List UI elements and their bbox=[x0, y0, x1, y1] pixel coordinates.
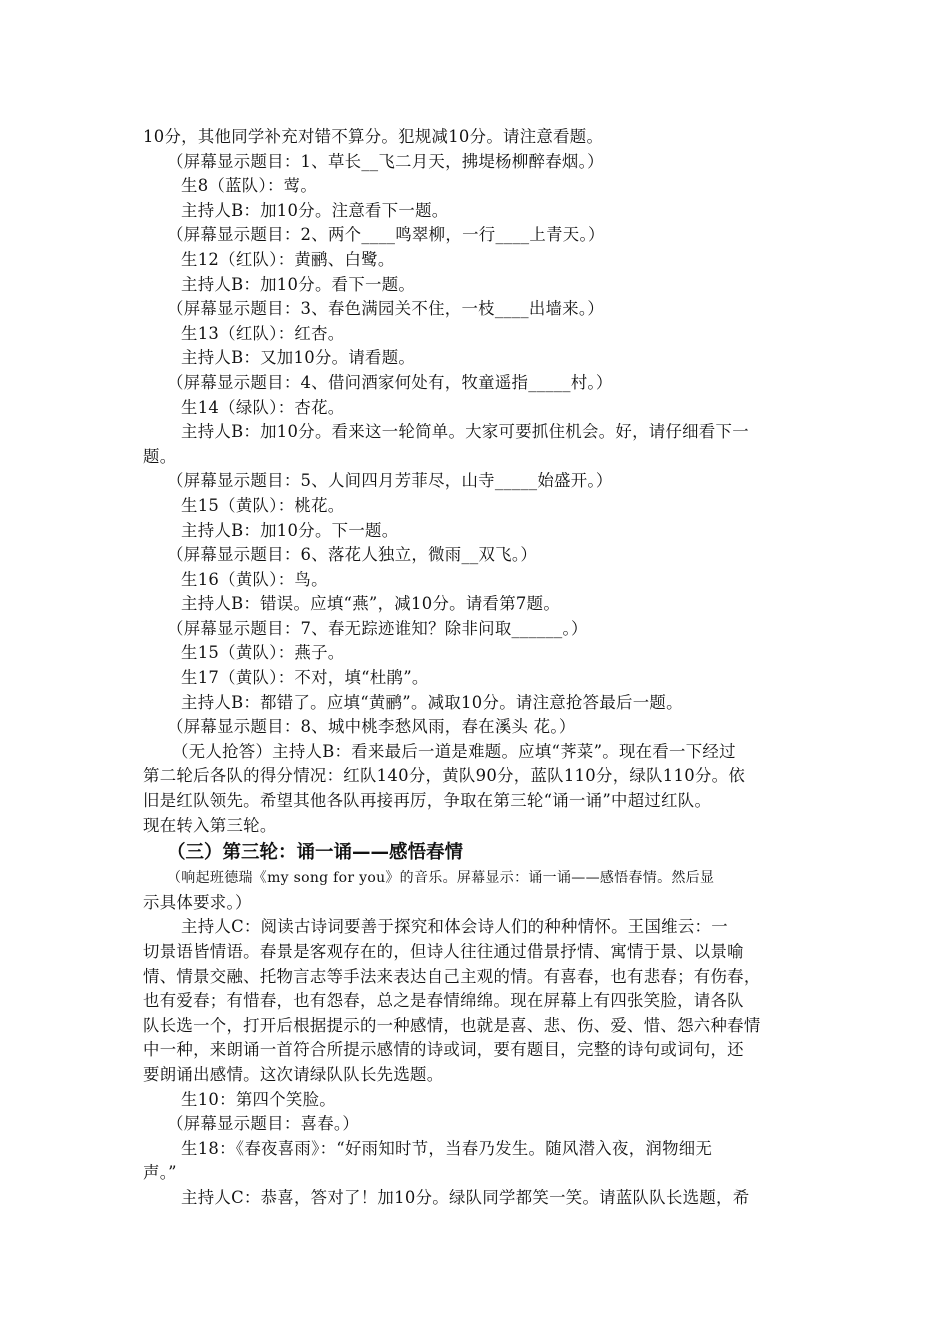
text-line: 切景语皆情语。春景是客观存在的，但诗人往往通过借景抒情、寓情于景、以景喻 bbox=[143, 942, 744, 961]
text-line: 生17（黄队）：不对，填“杜鹃”。 bbox=[181, 668, 429, 688]
text-line: 中一种，来朗诵一首符合所提示感情的诗或词，要有题目，完整的诗句或词句，还 bbox=[143, 1040, 744, 1060]
text-line: （屏幕显示题目：1、草长__飞二月天，拂堤杨柳醉春烟。） bbox=[167, 151, 604, 171]
text-line: 生14（绿队）：杏花。 bbox=[181, 397, 345, 417]
text-line: 主持人B：又加10分。请看题。 bbox=[181, 348, 416, 368]
text-line: （屏幕显示题目：喜春。） bbox=[167, 1114, 360, 1134]
text-line: 生8（蓝队）：莺。 bbox=[181, 176, 318, 196]
text-line: 题。 bbox=[143, 446, 177, 466]
text-line: （屏幕显示题目：7、春无踪迹谁知？除非问取______。） bbox=[167, 618, 588, 638]
text-line: 生12（红队）：黄鹂、白鹭。 bbox=[181, 249, 395, 269]
text-line: 生13（红队）：红杏。 bbox=[181, 323, 345, 343]
text-line: （屏幕显示题目：6、落花人独立，微雨__双飞。） bbox=[167, 545, 538, 565]
text-line: （屏幕显示题目：2、两个____鸣翠柳，一行____上青天。） bbox=[167, 225, 605, 245]
text-line: 主持人B：加10分。看下一题。 bbox=[181, 274, 416, 294]
text-line: 生18：《春夜喜雨》：“好雨知时节，当春乃发生。随风潜入夜，润物细无 bbox=[181, 1138, 713, 1158]
text-line: 队长选一个，打开后根据提示的一种感情，也就是喜、悲、伤、爱、惜、怨六种春情 bbox=[143, 1015, 761, 1035]
text-line: 生16（黄队）：鸟。 bbox=[181, 569, 328, 589]
text-line: 要朗诵出感情。这次请绿队队长先选题。 bbox=[143, 1064, 444, 1084]
text-line: 声。” bbox=[143, 1163, 177, 1183]
section-heading: （三）第三轮：诵一诵——感悟春情 bbox=[167, 842, 464, 864]
text-line: 主持人C：阅读古诗词要善于探究和体会诗人们的种种情怀。王国维云：一 bbox=[181, 917, 728, 937]
text-line: （屏幕显示题目：3、春色满园关不住，一枝____出墙来。） bbox=[167, 299, 605, 319]
document-body bbox=[143, 125, 808, 1211]
text-line: 旧是红队领先。希望其他各队再接再厉，争取在第三轮“诵一诵”中超过红队。 bbox=[143, 791, 712, 811]
text-line: 生15（黄队）：桃花。 bbox=[181, 495, 345, 515]
text-line: 10分，其他同学补充对错不算分。犯规减10分。请注意看题。 bbox=[143, 127, 604, 146]
text-line: 情、情景交融、托物言志等手法来表达自己主观的情。有喜春，也有悲春；有伤春， bbox=[143, 966, 761, 986]
text-line: 生10：第四个笑脸。 bbox=[181, 1089, 336, 1109]
text-line: 第二轮后各队的得分情况：红队140分，黄队90分，蓝队110分，绿队110分。依 bbox=[143, 766, 746, 786]
text-line: （屏幕显示题目：8、城中桃李愁风雨，春在溪头 花。） bbox=[167, 717, 576, 737]
text-line: 主持人B：加10分。看来这一轮简单。大家可要抓住机会。好，请仔细看下一 bbox=[181, 422, 749, 442]
text-line: 示具体要求。） bbox=[143, 892, 252, 912]
text-line: 现在转入第三轮。 bbox=[143, 815, 277, 835]
round-two-transcript bbox=[143, 125, 808, 838]
text-line: 主持人B：错误。应填“燕”，减10分。请看第7题。 bbox=[181, 594, 561, 614]
text-line: 主持人C：恭喜，答对了！加10分。绿队同学都笑一笑。请蓝队队长选题，希 bbox=[181, 1187, 750, 1207]
text-line: 生15（黄队）：燕子。 bbox=[181, 643, 345, 663]
round-three-transcript bbox=[143, 866, 808, 1210]
text-line: 主持人B：加10分。注意看下一题。 bbox=[181, 200, 449, 220]
text-line: （屏幕显示题目：5、人间四月芳菲尽，山寺_____始盛开。） bbox=[167, 471, 613, 491]
text-line: （屏幕显示题目：4、借问酒家何处有，牧童遥指_____村。） bbox=[167, 372, 613, 392]
text-line: （响起班德瑞《my song for you》的音乐。屏幕显示：诵一诵——感悟春情。然后显 bbox=[167, 870, 715, 887]
text-line: 也有爱春；有惜春，也有怨春，总之是春情绵绵。现在屏幕上有四张笑脸，请各队 bbox=[143, 991, 744, 1011]
text-line: 主持人B：都错了。应填“黄鹂”。减取10分。请注意抢答最后一题。 bbox=[181, 692, 683, 712]
text-line: 主持人B：加10分。下一题。 bbox=[181, 520, 399, 540]
text-line: （无人抢答）主持人B：看来最后一道是难题。应填“荠菜”。现在看一下经过 bbox=[172, 741, 736, 761]
